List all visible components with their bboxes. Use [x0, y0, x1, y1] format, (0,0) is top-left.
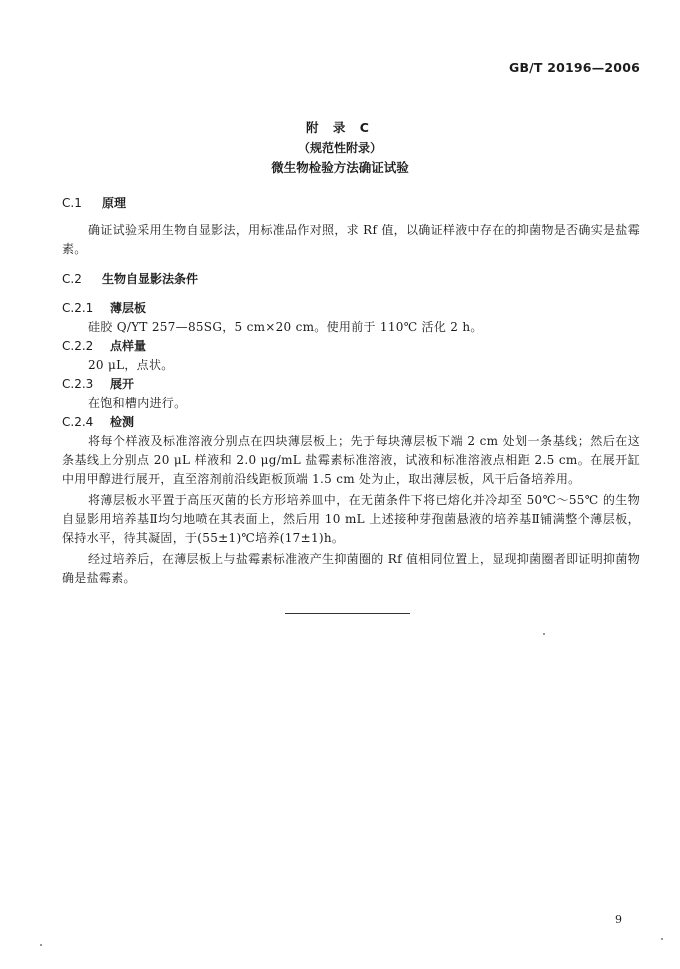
- section-title: 薄层板: [110, 301, 147, 315]
- page-number: 9: [615, 913, 622, 926]
- section-heading-c23: [62, 375, 134, 393]
- section-title: 原理: [102, 196, 127, 210]
- annex-label: 附 录 C: [306, 120, 374, 135]
- section-title: 检测: [110, 415, 135, 429]
- plate-paragraph: 硅胶 Q/YT 257—85SG，5 cm×20 cm。使用前于 110℃ 活化 2 h。: [88, 320, 483, 334]
- section-heading-c1: [62, 194, 126, 212]
- section-number: C.2: [62, 272, 82, 286]
- end-rule: [285, 613, 410, 614]
- section-title: 点样量: [110, 339, 147, 353]
- detection-paragraph-2: 将薄层板水平置于高压灭菌的长方形培养皿中，在无菌条件下将已熔化并冷却至 50℃～55℃ 的生物自显影用培养基Ⅱ均匀地喷在其表面上，然后用 10 mL 上述接种芽孢菌悬液的培养基Ⅱ铺满整个薄层板，保持水平，待其凝固，于(55±1)℃培养(17±1)h。: [62, 493, 640, 545]
- spot-volume-paragraph: 20 μL，点状。: [88, 358, 174, 372]
- section-heading-c21: [62, 299, 146, 317]
- section-number: C.2.1: [62, 301, 94, 315]
- section-heading-c24: [62, 413, 134, 431]
- scan-speck: [40, 944, 42, 946]
- development-paragraph: 在饱和槽内进行。: [88, 396, 187, 410]
- principle-paragraph: 确证试验采用生物自显影法，用标准品作对照，求 Rf 值，以确证样液中存在的抑菌物是否确实是盐霉素。: [62, 223, 640, 256]
- section-heading-c22: [62, 337, 146, 355]
- scan-speck: [543, 633, 545, 635]
- section-title: 展开: [110, 377, 135, 391]
- standard-code: GB/T 20196—2006: [508, 60, 640, 75]
- detection-paragraph-3: 经过培养后，在薄层板上与盐霉素标准液产生抑菌圈的 Rf 值相同位置上，显现抑菌圈者即证明抑菌物确是盐霉素。: [62, 552, 640, 585]
- section-number: C.1: [62, 196, 82, 210]
- detection-paragraph-1: 将每个样液及标准溶液分别点在四块薄层板上；先于每块薄层板下端 2 cm 处划一条基线；然后在这条基线上分别点 20 μL 样液和 2.0 μg/mL 盐霉素标准溶液，试液和标准溶液点相距 2.5 cm。在展开缸中用甲醇进行展开，直至溶剂前沿线距板顶端 1.5 cm 处为止，取出薄层板，风干后备培养用。: [62, 434, 640, 486]
- section-number: C.2.4: [62, 415, 94, 429]
- annex-title-block: [0, 118, 680, 178]
- section-title: 生物自显影法条件: [102, 272, 199, 286]
- annex-title: 微生物检验方法确证试验: [271, 160, 409, 175]
- section-number: C.2.2: [62, 339, 94, 353]
- section-number: C.2.3: [62, 377, 94, 391]
- section-heading-c2: [62, 270, 198, 288]
- scan-speck: [661, 938, 663, 940]
- annex-nature: （规范性附录）: [297, 141, 382, 155]
